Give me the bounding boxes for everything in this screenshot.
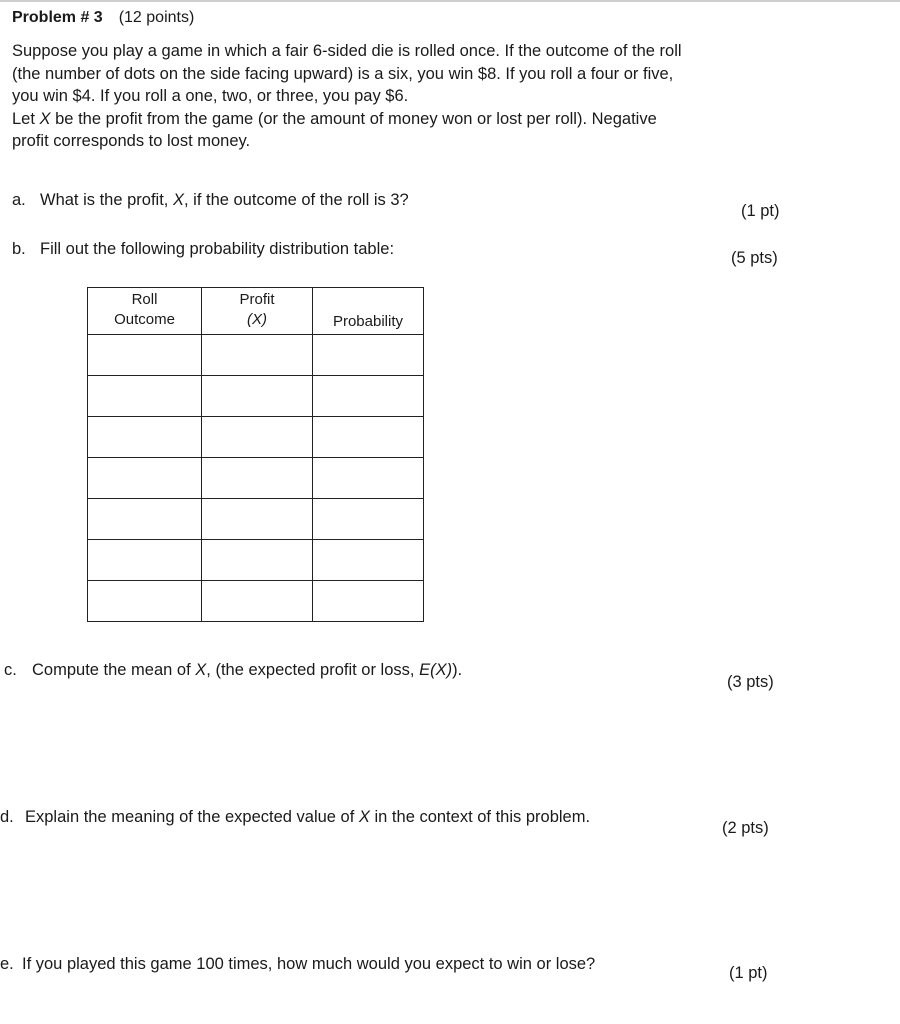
problem-header xyxy=(12,9,194,27)
question-letter: e. xyxy=(0,955,14,973)
table-cell xyxy=(202,581,313,622)
problem-intro xyxy=(12,40,792,153)
problem-points: (12 points) xyxy=(118,9,195,26)
table-cell xyxy=(313,376,424,417)
table-row xyxy=(88,335,424,376)
table-cell xyxy=(202,499,313,540)
question-letter: d. xyxy=(0,808,14,826)
var-x: X xyxy=(39,109,51,128)
table-cell xyxy=(88,540,202,581)
table-cell xyxy=(202,376,313,417)
question-e: e. If you played this game 100 times, how much would you expect to win or lose? xyxy=(0,955,596,973)
table-row xyxy=(88,499,424,540)
header-roll-outcome: Roll Outcome xyxy=(88,288,202,335)
question-c-points: (3 pts) xyxy=(727,673,774,691)
question-letter: b. xyxy=(12,240,26,258)
table-cell xyxy=(313,499,424,540)
table-header-row xyxy=(88,288,424,335)
question-letter: c. xyxy=(4,661,17,679)
table-cell xyxy=(88,499,202,540)
intro-line: you win $4. If you roll a one, two, or three, you pay $6. xyxy=(12,87,409,105)
let-line-cont: profit corresponds to lost money. xyxy=(12,132,251,150)
table-cell xyxy=(88,581,202,622)
question-e-points: (1 pt) xyxy=(729,964,768,982)
table-cell xyxy=(88,417,202,458)
table-cell xyxy=(313,458,424,499)
table-cell xyxy=(202,335,313,376)
header-probability: Probability xyxy=(313,288,424,335)
table-row xyxy=(88,376,424,417)
question-d: d. Explain the meaning of the expected value of X in the context of this problem. xyxy=(0,808,591,826)
question-a: a. What is the profit, X, if the outcome of the roll is 3? xyxy=(12,191,409,209)
question-a-points: (1 pt) xyxy=(741,202,780,220)
table-cell xyxy=(313,335,424,376)
question-c: c. Compute the mean of X, (the expected profit or loss, E(X)). xyxy=(4,661,463,679)
table-cell xyxy=(313,540,424,581)
table-row xyxy=(88,581,424,622)
table-row xyxy=(88,458,424,499)
question-letter: a. xyxy=(12,191,26,209)
table-cell xyxy=(88,335,202,376)
intro-line: (the number of dots on the side facing upward) is a six, you win $8. If you roll a four or five, xyxy=(12,64,674,83)
table-row xyxy=(88,540,424,581)
table-cell xyxy=(202,540,313,581)
question-d-points: (2 pts) xyxy=(722,819,769,837)
intro-line: Suppose you play a game in which a fair 6-sided die is rolled once. If the outcome of the roll xyxy=(12,42,682,60)
table-cell xyxy=(88,376,202,417)
top-border xyxy=(0,0,900,2)
table-cell xyxy=(313,581,424,622)
let-line: Let X be the profit from the game (or the amount of money won or lost per roll). Negative xyxy=(12,109,657,128)
question-b: b. Fill out the following probability distribution table: xyxy=(12,240,395,258)
table-cell xyxy=(202,458,313,499)
probability-distribution-table xyxy=(87,287,424,622)
table-cell xyxy=(313,417,424,458)
question-b-points: (5 pts) xyxy=(731,249,778,267)
header-profit: Profit (X) xyxy=(202,288,313,335)
table-cell xyxy=(88,458,202,499)
table-body xyxy=(88,335,424,622)
problem-title: Problem # 3 xyxy=(12,9,103,26)
table-row xyxy=(88,417,424,458)
table-cell xyxy=(202,417,313,458)
